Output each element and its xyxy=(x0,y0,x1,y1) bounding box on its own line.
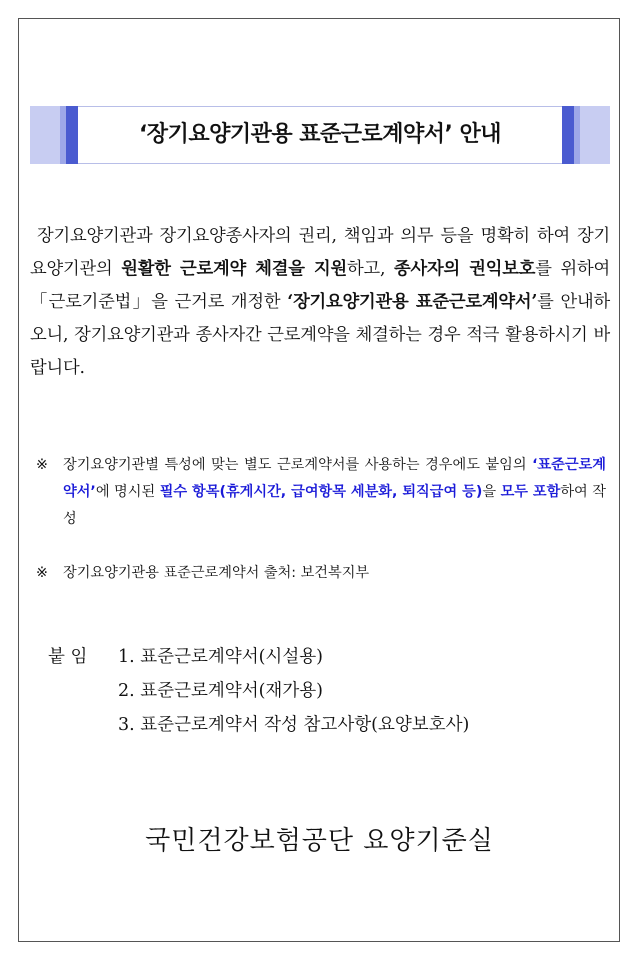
banner-stripe-right-dark xyxy=(562,106,574,164)
attachment-item: 3. 표준근로계약서 작성 참고사항(요양보호사) xyxy=(118,715,470,735)
intro-emphasis-2: 종사자의 권익보호 xyxy=(394,259,536,279)
note1-highlight-1: ‘표준근로계약서’ xyxy=(63,457,606,500)
intro-text-1: 장기요양기관과 장기요양종사자의 권리, 책임과 의무 등을 명확히 하여 장기요양기관의 xyxy=(30,226,610,279)
note1-text-4: 하여 작성 xyxy=(63,484,606,527)
issuer-name: 국민건강보험공단 요양기준실 xyxy=(145,826,494,856)
reference-mark-icon: ※ xyxy=(36,565,48,581)
intro-emphasis-1: 원활한 근로계약 체결을 지원 xyxy=(121,259,347,279)
page-title: ‘장기요양기관용 표준근로계약서’ 안내 xyxy=(138,122,502,147)
banner-stripe-right-light xyxy=(580,106,610,164)
banner-stripe-left-light xyxy=(30,106,60,164)
banner-stripe-left-dark xyxy=(66,106,78,164)
intro-text-2: 하고, xyxy=(347,259,395,279)
attachment-item: 2. 표준근로계약서(재가용) xyxy=(118,681,323,701)
note-required-items xyxy=(36,452,606,533)
intro-emphasis-3: ‘장기요양기관용 표준근로계약서’ xyxy=(287,292,538,312)
note1-highlight-3: 모두 포함 xyxy=(500,484,561,500)
intro-paragraph xyxy=(30,220,610,385)
note1-text-2: 에 명시된 xyxy=(95,484,160,500)
title-banner xyxy=(30,106,610,164)
reference-mark-icon: ※ xyxy=(36,457,48,473)
attachments-label: 붙 임 xyxy=(48,647,88,667)
note1-highlight-2: 필수 항목(휴게시간, 급여항목 세분화, 퇴직급여 등) xyxy=(159,484,483,500)
attachments-list xyxy=(118,640,469,742)
attachment-item: 1. 표준근로계약서(시설용) xyxy=(118,647,323,667)
intro-text-3: 를 위하여「근로기준법」을 근거로 개정한 xyxy=(30,259,611,312)
note-source xyxy=(36,560,606,587)
note2-text: 장기요양기관용 표준근로계약서 출처: 보건복지부 xyxy=(63,565,370,581)
intro-text-4: 를 안내하오니, 장기요양기관과 종사자간 근로계약을 체결하는 경우 적극 활용하시기 바랍니다. xyxy=(30,292,610,378)
note1-text-1: 장기요양기관별 특성에 맞는 별도 근로계약서를 사용하는 경우에도 붙임의 xyxy=(63,457,533,473)
note1-text-3: 을 xyxy=(482,484,501,500)
